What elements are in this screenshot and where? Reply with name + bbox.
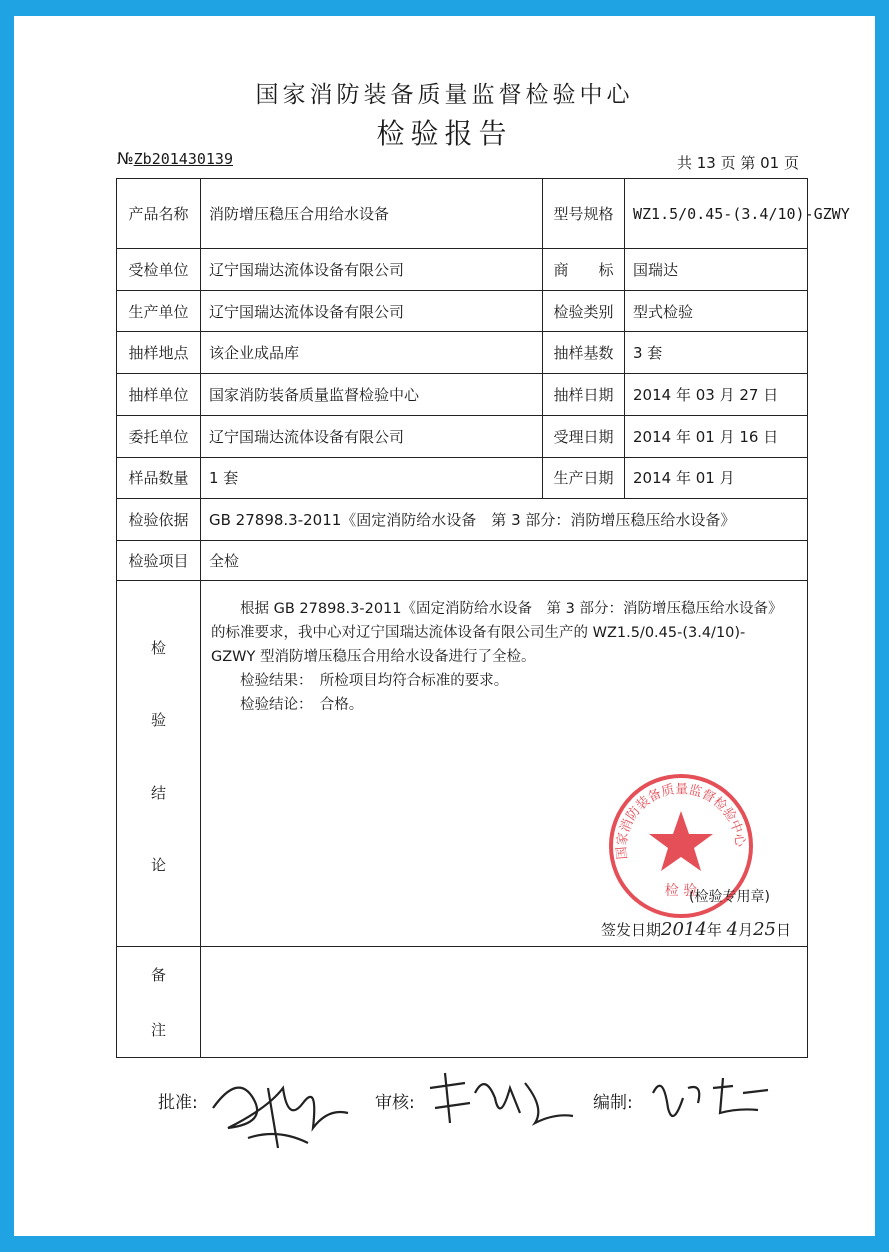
svg-text:检 验: 检 验 bbox=[664, 882, 698, 899]
product-name-value: 消防增压稳压合用给水设备 bbox=[201, 179, 543, 249]
items-label: 检验项目 bbox=[117, 540, 201, 580]
table-row bbox=[117, 457, 808, 498]
approve-label: 批准: bbox=[158, 1093, 198, 1113]
table-row bbox=[117, 540, 808, 580]
inspected-unit-value: 辽宁国瑞达流体设备有限公司 bbox=[201, 249, 543, 291]
table-row bbox=[117, 291, 808, 332]
conclusion-verdict: 检验结论： 合格。 bbox=[240, 696, 364, 713]
sample-qty-value: 1 套 bbox=[201, 457, 543, 498]
table-row bbox=[117, 249, 808, 291]
product-name-label: 产品名称 bbox=[117, 179, 201, 249]
sampling-base-value: 3 套 bbox=[625, 332, 808, 374]
report-table bbox=[116, 178, 850, 1058]
conclusion-label-char: 结 bbox=[150, 783, 166, 802]
svg-text:国家消防装备质量监督检验中心: 国家消防装备质量监督检验中心 bbox=[614, 782, 748, 860]
seal-caption: (检验专用章) bbox=[689, 888, 770, 905]
issue-month-unit: 月 bbox=[738, 920, 754, 939]
remarks-label-char: 注 bbox=[150, 1020, 166, 1039]
production-date-value: 2014 年 01 月 bbox=[625, 457, 808, 498]
report-number bbox=[117, 149, 233, 168]
approver-signature bbox=[208, 1068, 358, 1158]
conclusion-label bbox=[117, 580, 201, 946]
table-row bbox=[117, 946, 808, 1057]
conclusion-label-char: 论 bbox=[150, 856, 166, 875]
issue-day-unit: 日 bbox=[776, 920, 792, 939]
items-value: 全检 bbox=[201, 540, 808, 580]
sampling-date-value: 2014 年 03 月 27 日 bbox=[625, 374, 808, 415]
remarks-label bbox=[117, 946, 201, 1057]
sampling-place-label: 抽样地点 bbox=[117, 332, 201, 374]
inspection-type-value: 型式检验 bbox=[625, 291, 808, 332]
report-number-value: Zb201430139 bbox=[133, 150, 233, 168]
acceptance-date-label: 受理日期 bbox=[543, 415, 625, 457]
table-row bbox=[117, 415, 808, 457]
table-row bbox=[117, 580, 808, 946]
issue-day: 25 bbox=[753, 918, 776, 940]
sampling-unit-value: 国家消防装备质量监督检验中心 bbox=[201, 374, 543, 415]
issue-year: 2014 bbox=[661, 918, 707, 940]
conclusion-label-char: 检 bbox=[150, 638, 166, 657]
issue-month: 4 bbox=[726, 918, 739, 940]
conclusion-label-char: 验 bbox=[150, 711, 166, 730]
conclusion-result: 检验结果： 所检项目均符合标准的要求。 bbox=[240, 672, 509, 689]
trademark-value: 国瑞达 bbox=[625, 249, 808, 291]
table-row bbox=[117, 374, 808, 415]
issue-date-label: 签发日期 bbox=[601, 920, 662, 939]
entrusting-unit-value: 辽宁国瑞达流体设备有限公司 bbox=[201, 415, 543, 457]
model-spec-value: WZ1.5/0.45-(3.4/10)-GZWY bbox=[625, 179, 808, 249]
conclusion-text bbox=[211, 597, 781, 717]
remarks-label-char: 备 bbox=[150, 965, 166, 984]
acceptance-date-value: 2014 年 01 月 16 日 bbox=[625, 415, 808, 457]
page-info: 共 13 页 第 01 页 bbox=[676, 154, 799, 172]
conclusion-cell bbox=[201, 580, 808, 946]
manufacturer-label: 生产单位 bbox=[117, 291, 201, 332]
sampling-date-label: 抽样日期 bbox=[543, 374, 625, 415]
sampling-place-value: 该企业成品库 bbox=[201, 332, 543, 374]
sampling-base-label: 抽样基数 bbox=[543, 332, 625, 374]
entrusting-unit-label: 委托单位 bbox=[117, 415, 201, 457]
inspection-type-label: 检验类别 bbox=[543, 291, 625, 332]
inspected-unit-label: 受检单位 bbox=[117, 249, 201, 291]
basis-value: GB 27898.3-2011《固定消防给水设备 第 3 部分：消防增压稳压给水设备》 bbox=[201, 498, 808, 540]
report-number-prefix: № bbox=[117, 149, 134, 168]
conclusion-paragraph: 根据 GB 27898.3-2011《固定消防给水设备 第 3 部分：消防增压稳压给水设备》的标准要求，我中心对辽宁国瑞达流体设备有限公司生产的 WZ1.5/0.45-(3.4/10)-GZWY 型消防增压稳压合用给水设备进行了全检。 bbox=[211, 600, 776, 665]
trademark-label: 商 标 bbox=[543, 249, 625, 291]
reviewer-signature bbox=[425, 1068, 575, 1138]
manufacturer-value: 辽宁国瑞达流体设备有限公司 bbox=[201, 291, 543, 332]
sampling-unit-label: 抽样单位 bbox=[117, 374, 201, 415]
table-row bbox=[117, 498, 808, 540]
table-row bbox=[117, 332, 808, 374]
review-label: 审核: bbox=[375, 1093, 415, 1113]
compile-label: 编制: bbox=[593, 1093, 633, 1113]
sample-qty-label: 样品数量 bbox=[117, 457, 201, 498]
basis-label: 检验依据 bbox=[117, 498, 201, 540]
doc-title: 检验报告 bbox=[376, 117, 513, 150]
production-date-label: 生产日期 bbox=[543, 457, 625, 498]
table-row bbox=[117, 179, 808, 249]
org-title: 国家消防装备质量监督检验中心 bbox=[255, 82, 634, 108]
compiler-signature bbox=[648, 1068, 778, 1138]
issue-date bbox=[601, 919, 791, 940]
model-spec-label: 型号规格 bbox=[543, 179, 625, 249]
remarks-value bbox=[201, 946, 808, 1057]
issue-year-unit: 年 bbox=[706, 920, 722, 939]
